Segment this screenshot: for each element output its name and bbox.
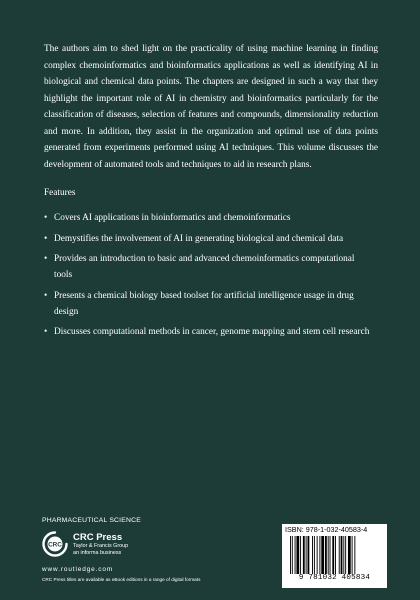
bullet-icon: • xyxy=(44,327,48,337)
book-description: The authors aim to shed light on the practicality of using machine learning in finding complex chemoinformatics and bioinformatics applications as well as identifying AI in biological and chemical data points. The chapters are designed in such a way that they highlight the important role of AI in chemistry and bioinformatics particularly for the classification of diseases, selection of features and compounds, dimensionality reduction and more. In addition, they assist in the organization and optimal use of data points generated from experiments performed using AI techniques. This volume discusses the development of automated tools and techniques to aid in research plans. xyxy=(44,44,378,170)
features-list xyxy=(44,210,374,345)
publisher-logo xyxy=(42,531,192,561)
publisher-group: Taylor & Francis Group xyxy=(73,543,129,549)
bullet-icon: • xyxy=(44,213,48,223)
barcode-digits: 9 781032 405834 xyxy=(298,574,371,582)
feature-item xyxy=(44,210,374,226)
publisher-url: www.routledge.com xyxy=(42,566,114,573)
feature-text: Covers AI applications in bioinformatics and chemoinformatics xyxy=(54,213,291,223)
feature-item xyxy=(44,324,374,340)
ebook-note: CRC Press titles are available as eBook editions in a range of digital formats xyxy=(42,577,201,582)
logo-mark-text: CRC xyxy=(48,541,62,549)
subject-category: PHARMACEUTICAL SCIENCE xyxy=(42,517,141,524)
feature-item xyxy=(44,231,374,247)
features-heading: Features xyxy=(44,188,76,198)
feature-item xyxy=(44,288,374,320)
feature-text: Presents a chemical biology based toolset for artificial intelligence usage in drug design xyxy=(54,290,354,317)
feature-text: Demystifies the involvement of AI in generating biological and chemical data xyxy=(54,233,344,244)
bullet-icon: • xyxy=(44,233,48,244)
barcode-icon xyxy=(290,536,382,574)
bullet-icon: • xyxy=(44,290,48,301)
feature-text: Provides an introduction to basic and advanced chemoinformatics computational tools xyxy=(54,254,355,280)
feature-item xyxy=(44,251,374,283)
publisher-name: CRC Press xyxy=(73,532,123,543)
bullet-icon: • xyxy=(44,254,48,264)
crc-logo-icon xyxy=(42,531,68,557)
feature-text: Discusses computational methods in cancer, genome mapping and stem cell research xyxy=(54,327,370,337)
publisher-tagline: an informa business xyxy=(73,549,122,556)
barcode-panel xyxy=(282,524,387,588)
isbn-label: ISBN: 978-1-032-40583-4 xyxy=(285,525,368,534)
